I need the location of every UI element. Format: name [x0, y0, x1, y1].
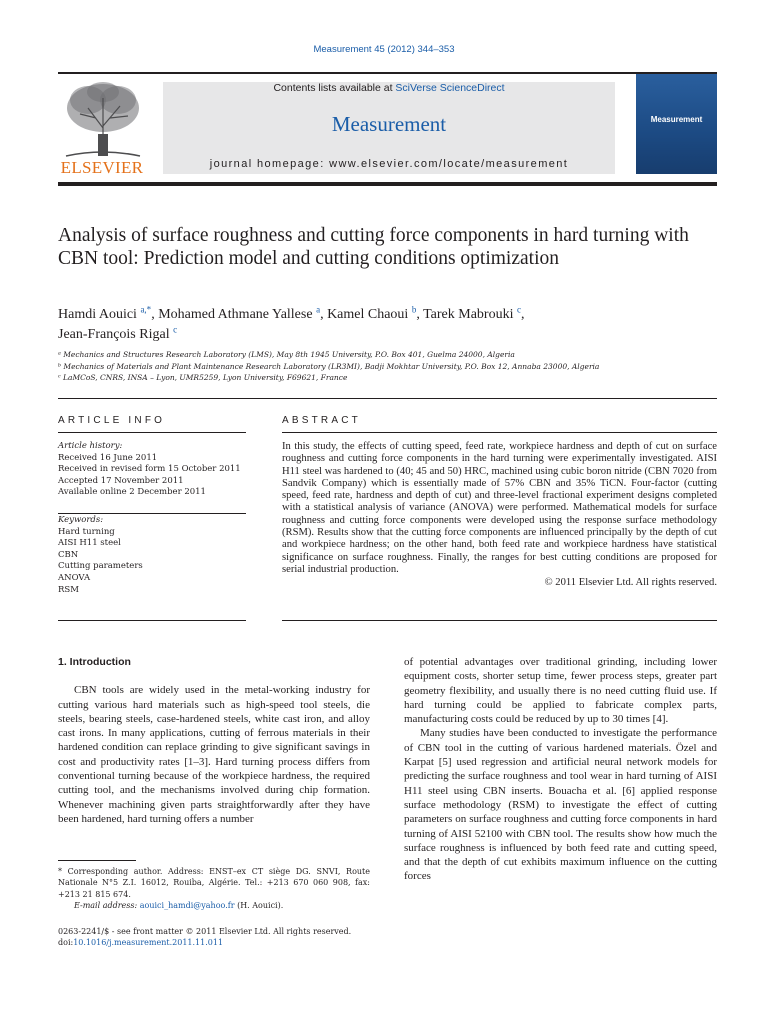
- cover-title-text: Measurement: [650, 115, 703, 124]
- email-label: E-mail address:: [74, 900, 140, 910]
- history-item: Received 16 June 2011: [58, 452, 158, 463]
- affiliation-list: [58, 349, 718, 384]
- paper-title: Analysis of surface roughness and cutting force components in hard turning with CBN tool: Prediction model and cutting conditions optimization: [58, 225, 689, 269]
- doi-prefix: doi:: [58, 938, 74, 948]
- author: Mohamed Athmane Yallese: [158, 307, 313, 322]
- author: Jean-François Rigal: [58, 327, 170, 342]
- article-history: [58, 441, 248, 499]
- affiliation: ᶜ LaMCoS, CNRS, INSA – Lyon, UMR5259, Lyon University, F69621, France: [58, 373, 348, 382]
- body-paragraph: of potential advantages over traditional grinding, including lower equipment costs, shorter setup time, fewer process steps, greater part geometry flexibility, and usually there is no need cutting fluid use. If hard turning could be applied to fabricate complex parts, manufacturing costs could be reduced by up to 30 times [4].: [404, 656, 717, 726]
- header-top-rule: [58, 72, 717, 74]
- journal-reference-link[interactable]: Measurement 45 (2012) 344–353: [313, 44, 455, 55]
- article-info-bottom-rule: [58, 620, 246, 621]
- author-affiliation-mark[interactable]: c: [516, 304, 521, 315]
- author-affiliation-mark[interactable]: c: [173, 324, 178, 335]
- body-paragraph: CBN tools are widely used in the metal-working industry for cutting various hard materials such as high-speed tool steels, die steels, bearing steels, case-hardened steels, white cast iron, and alloy cast irons. In many applications, cutting of ferrous materials in their hardened condition can replace grinding to give significant savings in cost and productivity rates [1–3]. Hard turning process differs from conventional turning because of the workpiece hardness, the required cutting tool, and the mechanisms involved during chip formation. Whenever machining given parts straightforwardly after they have been hardened, hard turning offers a number: [58, 684, 370, 825]
- author-separator: ,: [520, 307, 525, 322]
- email-link[interactable]: aouici_hamdi@yahoo.fr: [139, 900, 235, 910]
- keywords-block: [58, 515, 248, 596]
- author: Hamdi Aouici: [58, 307, 137, 322]
- keyword: RSM: [58, 584, 79, 595]
- body-right-column: [404, 655, 717, 884]
- journal-title: Measurement: [331, 112, 447, 136]
- front-matter-info: [58, 926, 370, 949]
- journal-homepage-line[interactable]: journal homepage: www.elsevier.com/locate/measurement: [209, 158, 569, 170]
- history-label: Article history:: [58, 441, 123, 451]
- author-separator: ,: [151, 307, 159, 322]
- body-paragraph: Many studies have been conducted to investigate the performance of CBN tool in the cutting of various hardened materials. Özel and Karpat [5] used regression and artificial neural network models for predicting the surface roughness and tool wear in hard turning of AISI H11 steel using CBN inserts. Bouacha et al. [6] applied response surface methodology (RSM) to investigate the effect of cutting parameters on surface roughness and cutting force components in hard turning of AISI 52100 with CBN tool. The results show how much the surface roughness is influenced by both feed rate and cutting speed, and that the depth of cut exhibits maximum influence on the cutting forces: [404, 727, 717, 883]
- abstract-body: [282, 441, 717, 590]
- keywords-rule: [58, 513, 246, 514]
- author-separator: ,: [416, 307, 424, 322]
- doi-link[interactable]: 10.1016/j.measurement.2011.11.011: [73, 938, 224, 948]
- abstract-top-rule: [282, 432, 717, 433]
- issn-line: 0263-2241/$ - see front matter © 2011 Elsevier Ltd. All rights reserved.: [58, 927, 352, 936]
- body-left-column: [58, 655, 370, 826]
- keyword: Hard turning: [58, 526, 115, 537]
- footnote-block: [58, 866, 370, 911]
- affiliation: ᵃ Mechanics and Structures Research Laboratory (LMS), May 8th 1945 University, P.O. Box 401, Guelma 24000, Algeria: [58, 350, 515, 359]
- keyword: CBN: [58, 549, 79, 560]
- section-heading: 1. Introduction: [58, 656, 131, 668]
- history-item: Accepted 17 November 2011: [58, 475, 184, 486]
- abstract-heading: ABSTRACT: [282, 415, 361, 426]
- elsevier-wordmark: ELSEVIER: [60, 158, 144, 177]
- author-separator: ,: [320, 307, 328, 322]
- sciverse-link[interactable]: SciVerse ScienceDirect: [395, 82, 505, 94]
- keyword: AISI H11 steel: [58, 538, 121, 549]
- copyright-notice: © 2011 Elsevier Ltd. All rights reserved.: [544, 577, 717, 589]
- abstract-paragraph: In this study, the effects of cutting speed, feed rate, workpiece hardness and depth of cut on surface roughness and cutting force components in the hard turning were experimentally investigated. AISI H11 steel was hardened to (40; 45 and 50) HRC, machined using cubic boron nitride (CBN 7020 from Sandvik Company) which is essentially made of 57% CBN and 35% TiCN. Four-factor (cutting speed, feed rate, hardness and depth of cut) and three-level fractional experiment designs completed with a statistical analysis of variance (ANOVA) were performed. Mathematical models for surface roughness and cutting force components were developed using the response surface methodology (RSM). Results show that the cutting force components are influenced principally by the depth of cut and workpiece hardness; on the other hand, both feed rate and workpiece hardness have statistical significance on surface roughness. Finally, the ranges for best cutting conditions are proposed for serial industrial production.: [282, 441, 717, 575]
- contents-prefix: Contents lists available at: [273, 82, 396, 94]
- footnote-rule: [58, 860, 136, 861]
- author-affiliation-mark[interactable]: a: [316, 304, 321, 315]
- author-list: [58, 305, 708, 345]
- header-thick-rule: [58, 182, 717, 186]
- history-item: Received in revised form 15 October 2011: [58, 464, 241, 475]
- contents-available-line: [163, 82, 615, 94]
- abstract-bottom-rule: [282, 620, 717, 621]
- corresponding-author-note: * Corresponding author. Address: ENST–ex CT siège DG. SNVI, Route Nationale N°5 Z.I. 16012, Rouiba, Algérie. Tel.: +213 670 060 908, fax: +213 21 815 674.: [58, 867, 370, 899]
- keyword: ANOVA: [58, 572, 91, 583]
- keywords-label: Keywords:: [58, 515, 104, 525]
- affiliation: ᵇ Mechanics of Materials and Plant Maintenance Research Laboratory (LR3MI), Badji Mokhtar University, P.O. Box 12, Annaba 23000, Algeria: [58, 361, 600, 371]
- title-block-rule: [58, 398, 717, 399]
- author: Kamel Chaoui: [327, 307, 409, 322]
- author-affiliation-mark[interactable]: b: [411, 304, 417, 315]
- email-suffix: (H. Aouici).: [234, 900, 284, 910]
- journal-cover-thumbnail: [636, 74, 717, 174]
- article-info-rule: [58, 432, 246, 433]
- article-info-heading: ARTICLE INFO: [58, 415, 166, 426]
- keyword: Cutting parameters: [58, 561, 143, 572]
- history-item: Available online 2 December 2011: [58, 487, 206, 498]
- author: Tarek Mabrouki: [423, 307, 514, 322]
- author-affiliation-mark[interactable]: a,*: [140, 304, 152, 315]
